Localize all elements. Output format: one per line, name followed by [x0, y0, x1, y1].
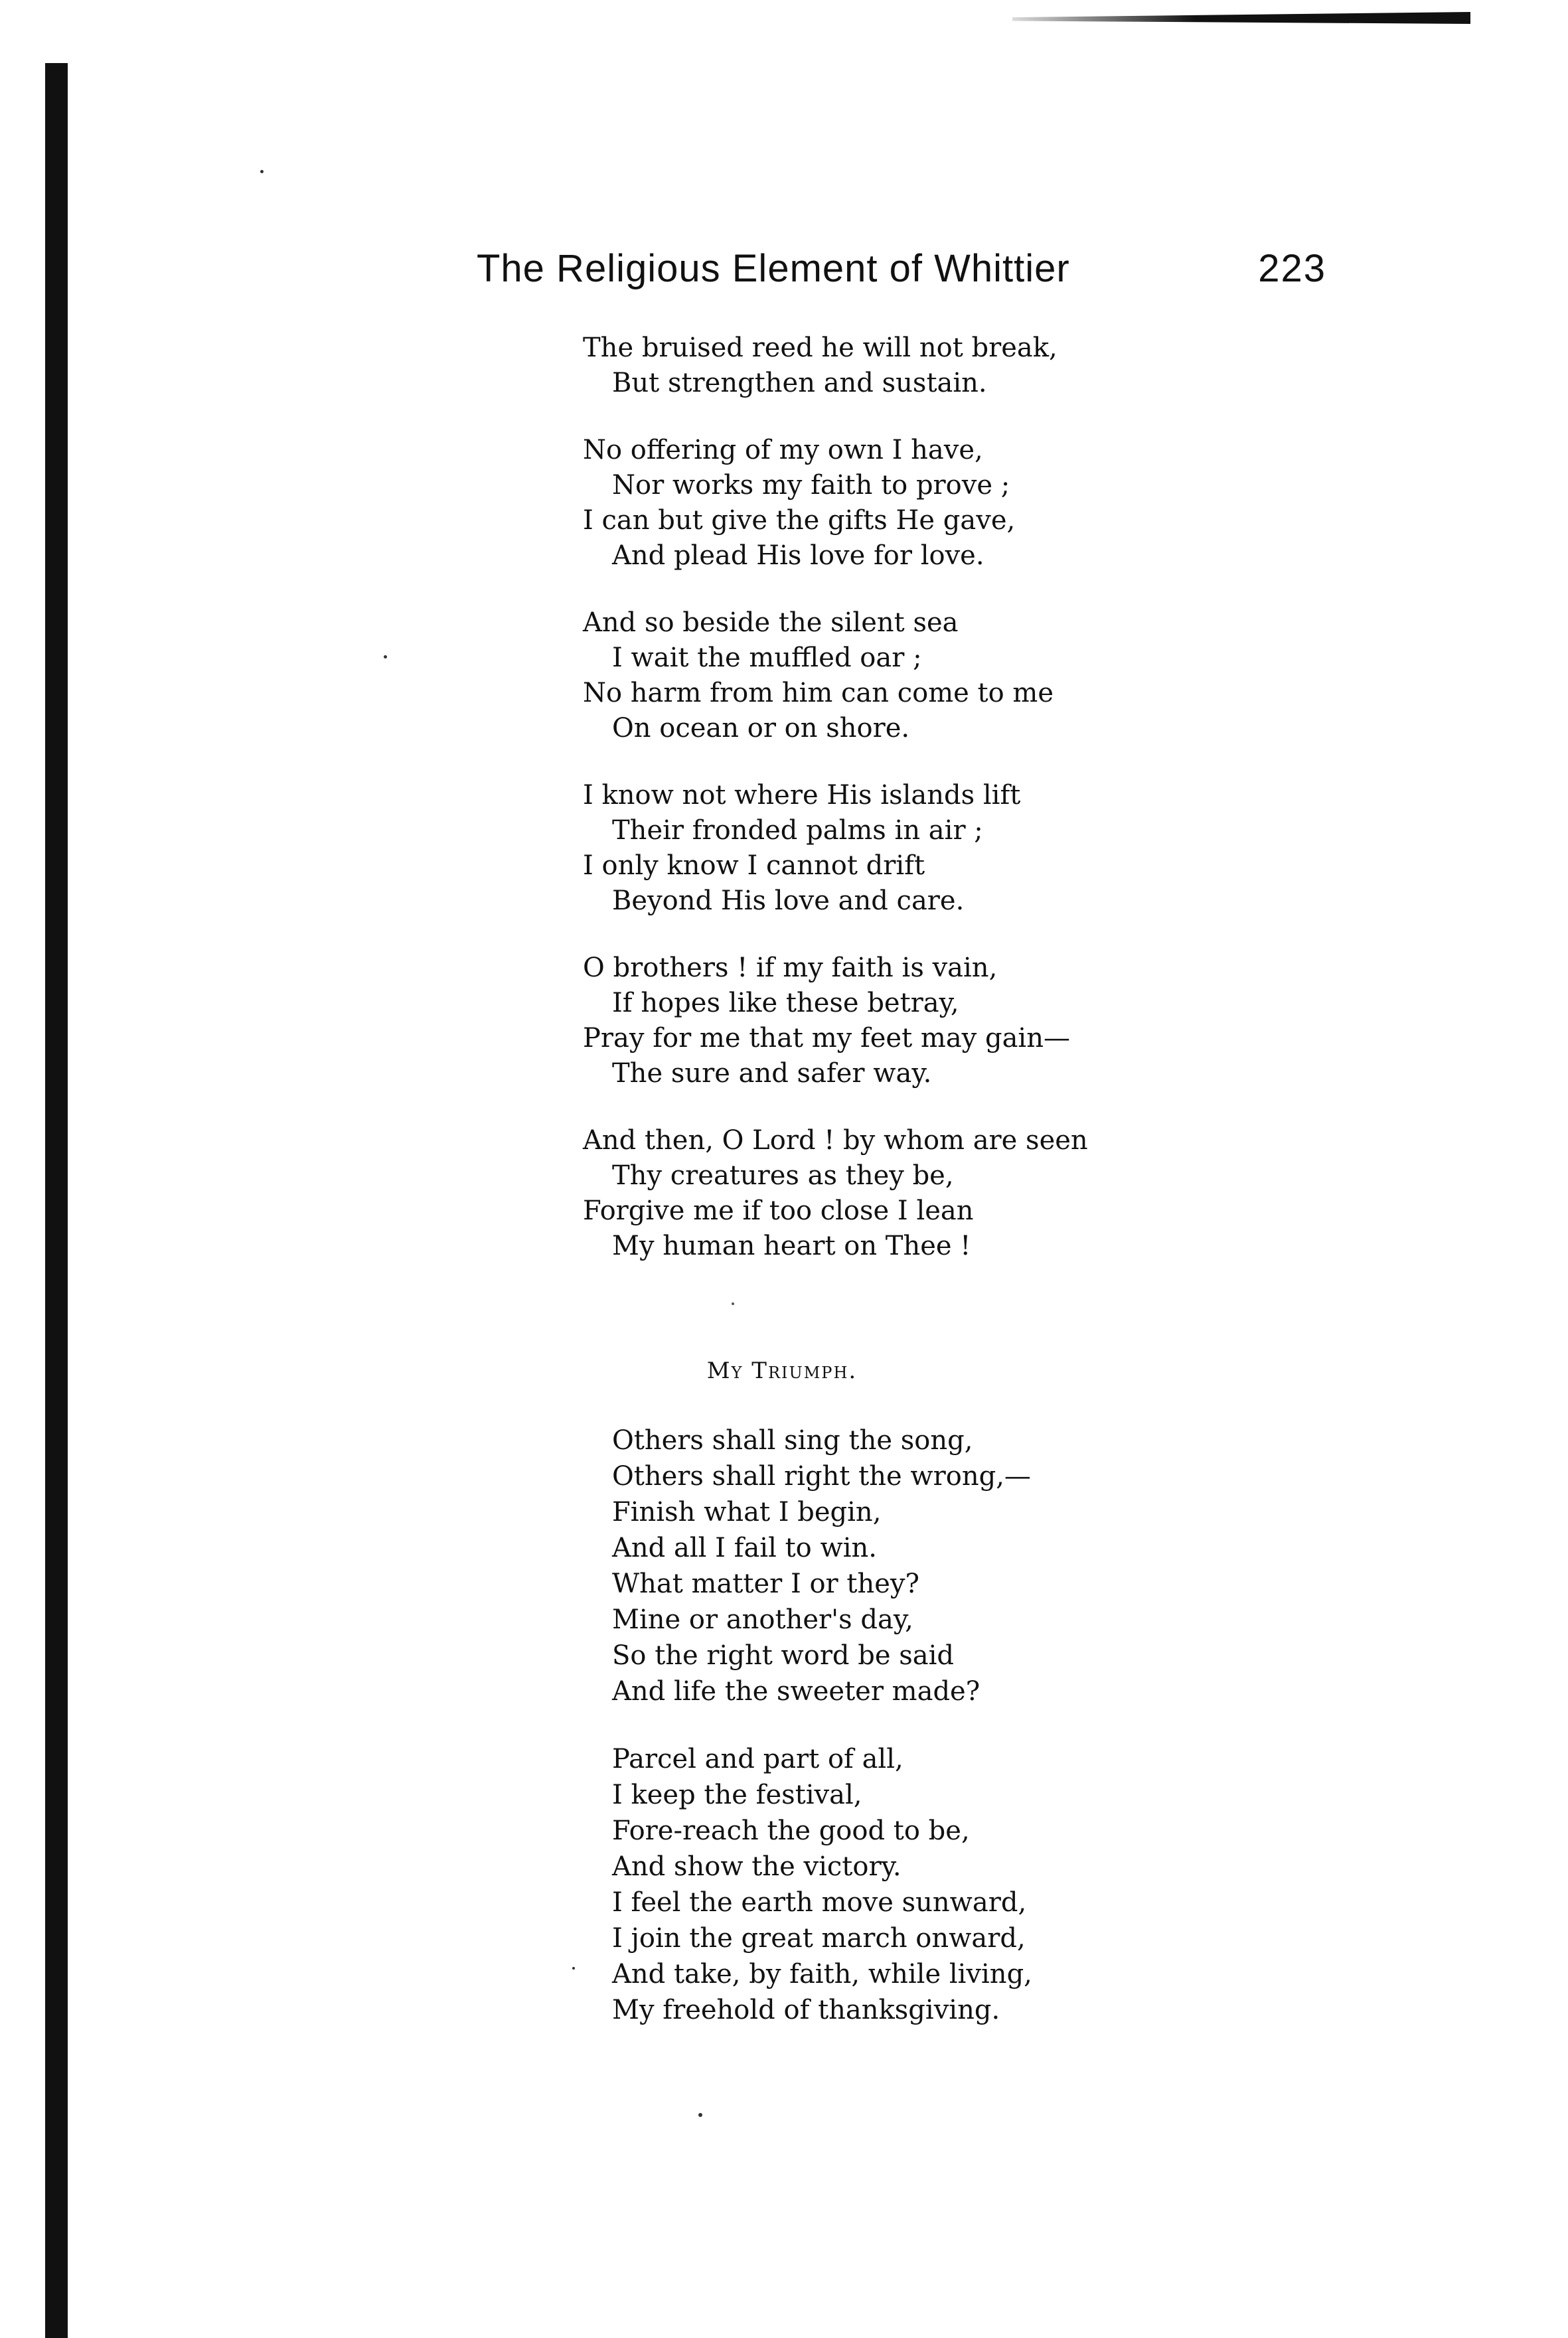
poem-title: My Triumph. [706, 1358, 858, 1384]
page-number: 223 [1258, 247, 1326, 290]
poem-line: Nor works my faith to prove ; [612, 470, 1010, 501]
poem-my-triumph [612, 1423, 1342, 2060]
running-title: The Religious Element of Whittier [477, 247, 1070, 290]
poem-line: Beyond His love and care. [612, 886, 965, 916]
poem-line: I only know I cannot drift [583, 850, 925, 881]
poem-line: Forgive me if too close I lean [583, 1196, 974, 1226]
stanza [583, 331, 1313, 401]
poem-line: I join the great march onward, [612, 1923, 1026, 1954]
page-header [477, 242, 1326, 295]
poem-line: Mine or another's day, [612, 1604, 913, 1635]
poem-line: Others shall right the wrong,— [612, 1461, 1031, 1492]
stanza [612, 1423, 1342, 1709]
stanza [583, 951, 1313, 1091]
poem-line: My freehold of thanksgiving. [612, 1995, 1000, 2025]
scan-speck [572, 1967, 575, 1970]
poem-line: On ocean or on shore. [612, 713, 910, 743]
poem-line: Fore-reach the good to be, [612, 1816, 970, 1846]
scan-speck [260, 170, 264, 173]
section-divider-dot [732, 1302, 734, 1305]
poem-line: But strengthen and sustain. [612, 368, 987, 398]
top-edge-rule [1012, 12, 1470, 24]
poem-line: Parcel and part of all, [612, 1744, 903, 1774]
poem-line: I can but give the gifts He gave, [583, 505, 1016, 536]
stanza [612, 1741, 1342, 2028]
poem-line: If hopes like these betray, [612, 988, 959, 1018]
stanza [583, 1123, 1313, 1264]
poem-line: The bruised reed he will not break, [583, 333, 1058, 363]
poem-line: I feel the earth move sunward, [612, 1887, 1027, 1918]
stanza [583, 778, 1313, 919]
page-gutter-shadow [45, 63, 68, 2338]
poem-line: The sure and safer way. [612, 1058, 932, 1089]
poem-line: Finish what I begin, [612, 1497, 882, 1527]
poem-line: And then, O Lord ! by whom are seen [583, 1125, 1088, 1156]
poem-line: And life the sweeter made? [612, 1676, 980, 1707]
scan-speck [698, 2113, 702, 2117]
poem-line: And so beside the silent sea [583, 607, 959, 638]
poem-line: And plead His love for love. [612, 540, 984, 571]
poem-line: My human heart on Thee ! [612, 1231, 971, 1261]
poem-line: I keep the festival, [612, 1780, 862, 1810]
poem-line: I wait the muffled oar ; [612, 643, 922, 673]
stanza [583, 433, 1313, 574]
poem-line: And show the victory. [612, 1851, 902, 1882]
poem-line: And all I fail to win. [612, 1533, 877, 1563]
stanza [583, 605, 1313, 746]
poem-line: So the right word be said [612, 1640, 955, 1671]
poem-continued [583, 331, 1313, 1296]
scan-speck [384, 655, 387, 659]
poem-line: What matter I or they? [612, 1569, 919, 1599]
poem-line: Others shall sing the song, [612, 1425, 973, 1456]
poem-line: Thy creatures as they be, [612, 1160, 954, 1191]
poem-line: No harm from him can come to me [583, 678, 1054, 708]
poem-line: I know not where His islands lift [583, 780, 1021, 811]
poem-line: Their fronded palms in air ; [612, 815, 983, 846]
poem-line: And take, by faith, while living, [612, 1959, 1032, 1989]
poem-line: Pray for me that my feet may gain— [583, 1023, 1070, 1053]
poem-line: No offering of my own I have, [583, 435, 983, 465]
poem-line: O brothers ! if my faith is vain, [583, 953, 998, 983]
